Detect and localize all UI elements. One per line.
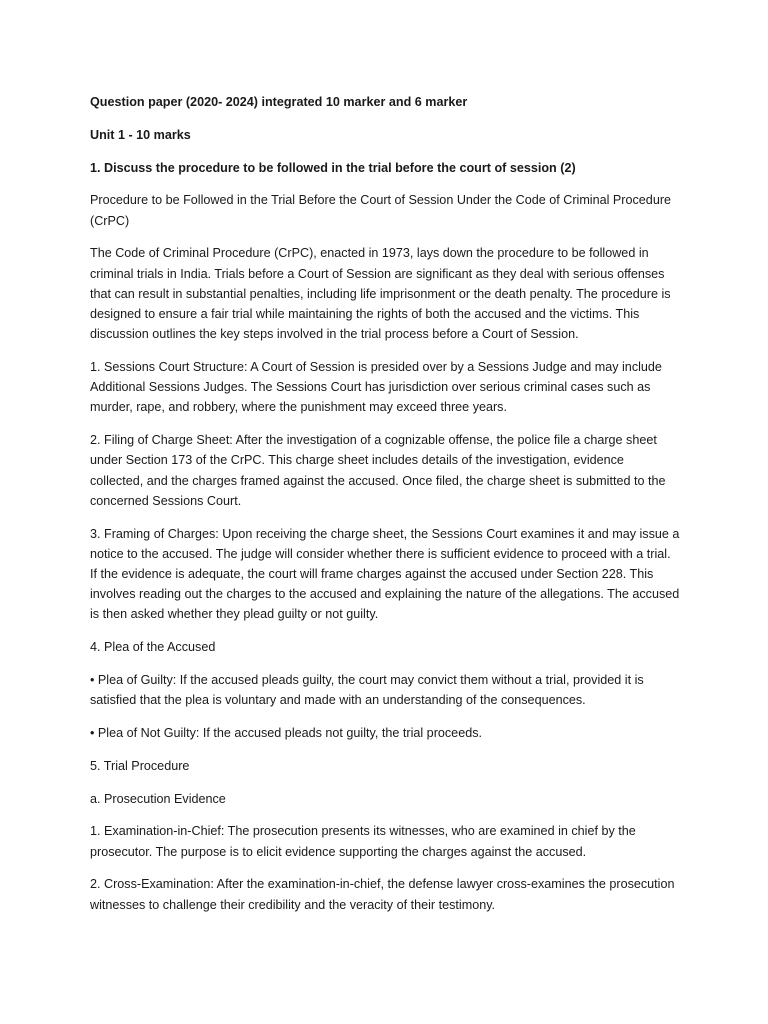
paragraph-plea-heading: 4. Plea of the Accused bbox=[90, 640, 216, 655]
section-title: Procedure to be Followed in the Trial Before the Court of Session Under the Code of Criminal Procedure (CrPC) bbox=[90, 193, 672, 228]
paragraph-filing-charge-sheet: 2. Filing of Charge Sheet: After the investigation of a cognizable offense, the police file a charge sheet under Section 173 of the CrPC. This charge sheet includes details of the investigation, evidence collected, and the charges framed against the accused. Once filed, the charge sheet is submitted to the concerned Sessions Court. bbox=[90, 433, 666, 508]
paragraph-trial-procedure: 5. Trial Procedure bbox=[90, 758, 190, 773]
paragraph-prosecution-evidence: a. Prosecution Evidence bbox=[90, 791, 226, 806]
paragraph-cross-examination: 2. Cross-Examination: After the examination-in-chief, the defense lawyer cross-examines the prosecution witnesses to challenge their credibility and the veracity of their testimony. bbox=[90, 877, 675, 912]
paragraph-framing-charges: 3. Framing of Charges: Upon receiving the charge sheet, the Sessions Court examines it and may issue a notice to the accused. The judge will consider whether there is sufficient evidence to proceed with a trial. If the evidence is adequate, the court will frame charges against the accused under Section 228. This involves reading out the charges to the accused and explaining the nature of the allegations. The accused is then asked whether they plead guilty or not guilty. bbox=[90, 526, 680, 622]
intro-paragraph: The Code of Criminal Procedure (CrPC), enacted in 1973, lays down the procedure to be followed in criminal trials in India. Trials before a Court of Session are significant as they deal with serious offenses that can result in substantial penalties, including life imprisonment or the death penalty. The procedure is designed to ensure a fair trial while maintaining the rights of both the accused and the victims. This discussion outlines the key steps involved in the trial process before a Court of Session. bbox=[90, 246, 671, 342]
question-heading: 1. Discuss the procedure to be followed in the trial before the court of session (2) bbox=[90, 160, 576, 175]
paragraph-plea-guilty: • Plea of Guilty: If the accused pleads guilty, the court may convict them without a trial, provided it is satisfied that the plea is voluntary and made with an understanding of the consequences. bbox=[90, 673, 644, 708]
paragraph-plea-not-guilty: • Plea of Not Guilty: If the accused pleads not guilty, the trial proceeds. bbox=[90, 726, 482, 741]
paragraph-examination-in-chief: 1. Examination-in-Chief: The prosecution presents its witnesses, who are examined in chief by the prosecutor. The purpose is to elicit evidence supporting the charges against the accused. bbox=[90, 824, 636, 859]
paragraph-sessions-court-structure: 1. Sessions Court Structure: A Court of Session is presided over by a Sessions Judge and may include Additional Sessions Judges. The Sessions Court has jurisdiction over serious criminal cases such as murder, rape, and robbery, where the punishment may exceed three years. bbox=[90, 360, 662, 415]
document-header: Question paper (2020- 2024) integrated 10 marker and 6 marker bbox=[90, 95, 468, 109]
document-page bbox=[90, 92, 680, 927]
unit-heading: Unit 1 - 10 marks bbox=[90, 127, 191, 142]
